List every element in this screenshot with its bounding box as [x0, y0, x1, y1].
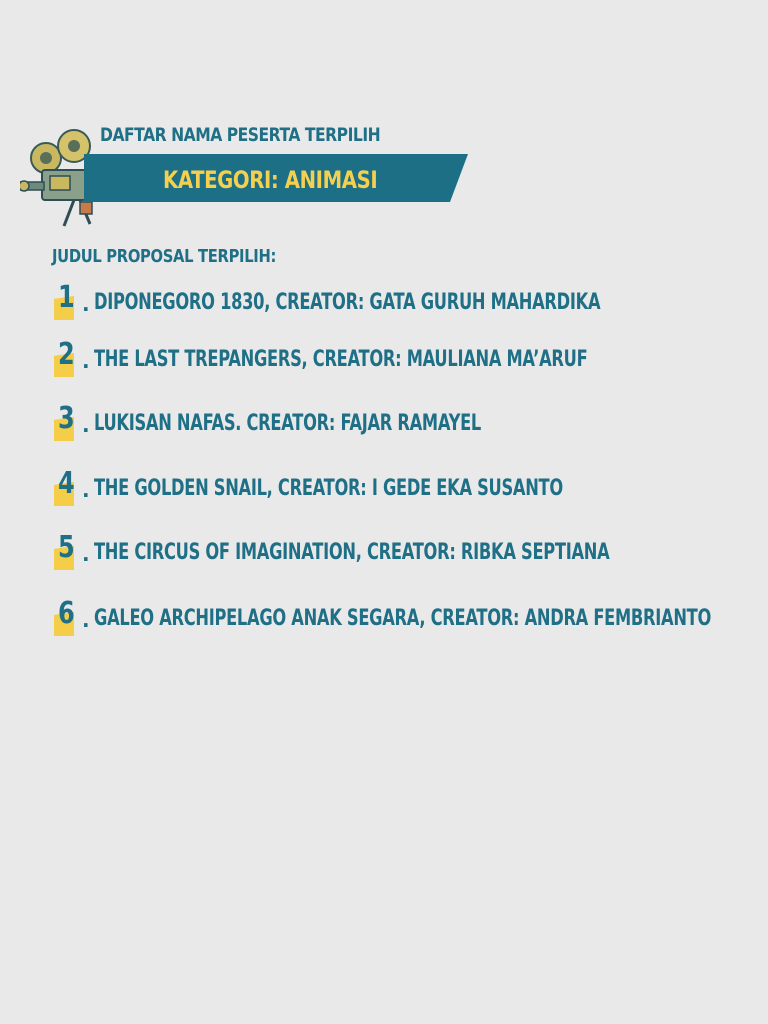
number-dot: . — [82, 478, 90, 502]
list-item — [52, 598, 762, 642]
item-number: 2 — [58, 337, 75, 372]
item-number: 4 — [58, 466, 75, 501]
header-title: DAFTAR NAMA PESERTA TERPILIH — [100, 124, 381, 146]
list-item — [52, 468, 762, 512]
number-dot: . — [82, 608, 90, 632]
list-heading: JUDUL PROPOSAL TERPILIH: — [52, 246, 277, 267]
list-item — [52, 282, 762, 326]
item-text: GALEO ARCHIPELAGO ANAK SEGARA, CREATOR: ANDRA FEMBRIANTO — [94, 606, 712, 631]
number-dot: . — [82, 349, 90, 373]
item-number: 6 — [58, 596, 75, 631]
list-item — [52, 339, 762, 383]
header — [20, 118, 480, 228]
item-text: LUKISAN NAFAS. CREATOR: FAJAR RAMAYEL — [94, 411, 481, 436]
number-dot: . — [82, 413, 90, 437]
item-number: 1 — [58, 280, 75, 315]
item-number: 5 — [58, 530, 75, 565]
item-text: THE GOLDEN SNAIL, CREATOR: I GEDE EKA SUSANTO — [94, 476, 563, 501]
item-text: DIPONEGORO 1830, CREATOR: GATA GURUH MAHARDIKA — [94, 290, 601, 315]
item-text: THE CIRCUS OF IMAGINATION, CREATOR: RIBKA SEPTIANA — [94, 540, 610, 565]
number-dot: . — [82, 292, 90, 316]
item-number: 3 — [58, 401, 75, 436]
list-item — [52, 532, 762, 576]
item-text: THE LAST TREPANGERS, CREATOR: MAULIANA MA’ARUF — [94, 347, 588, 372]
list-item — [52, 403, 762, 447]
number-dot: . — [82, 542, 90, 566]
category-label: KATEGORI: ANIMASI — [163, 166, 378, 194]
